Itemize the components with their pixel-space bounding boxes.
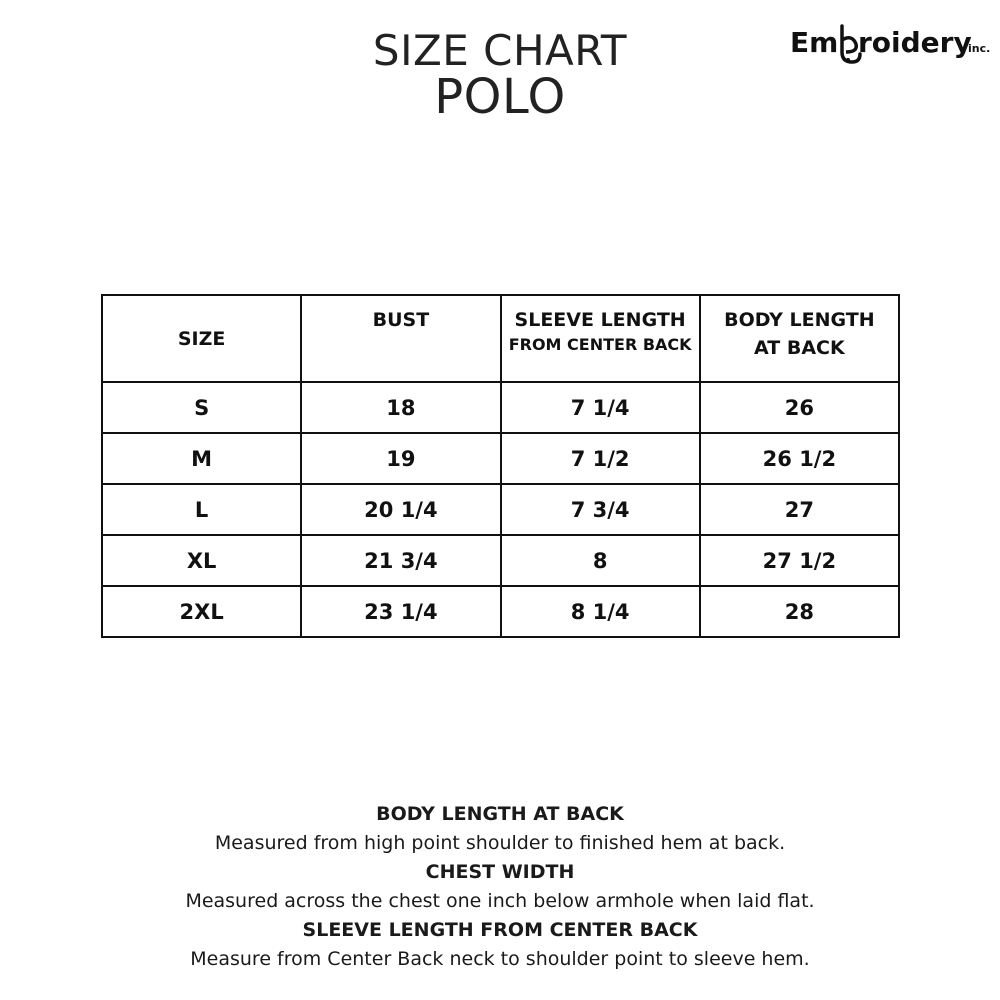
note-heading-body-length: BODY LENGTH AT BACK <box>376 803 624 825</box>
table-row <box>102 484 899 535</box>
cell-size: L <box>102 484 301 535</box>
header-label: SIZE <box>177 327 226 350</box>
note-text-body-length: Measured from high point shoulder to finished hem at back. <box>214 832 786 854</box>
cell-bust: 21 3/4 <box>301 535 500 586</box>
header-sublabel: AT BACK <box>754 337 845 359</box>
page-title: SIZE CHART <box>372 26 628 75</box>
table-row <box>102 433 899 484</box>
note-text-sleeve-length: Measure from Center Back neck to shoulder point to sleeve hem. <box>190 948 810 970</box>
header-body-length <box>700 295 899 382</box>
header-sleeve-length <box>501 295 700 382</box>
note-text-chest-width: Measured across the chest one inch below armhole when laid flat. <box>185 890 815 912</box>
header-label: BODY LENGTH <box>724 309 875 331</box>
cell-body-length: 27 1/2 <box>700 535 899 586</box>
brand-logo <box>790 22 990 72</box>
svg-text:roidery: roidery <box>858 26 972 59</box>
cell-body-length: 27 <box>700 484 899 535</box>
cell-size: M <box>102 433 301 484</box>
svg-text:inc.: inc. <box>968 42 990 55</box>
cell-bust: 20 1/4 <box>301 484 500 535</box>
table-row <box>102 586 899 637</box>
header-bust <box>301 295 500 382</box>
cell-size: S <box>102 382 301 433</box>
header-label: SLEEVE LENGTH <box>514 309 686 331</box>
table-row <box>102 535 899 586</box>
note-heading-sleeve-length: SLEEVE LENGTH FROM CENTER BACK <box>302 919 698 941</box>
cell-sleeve-length: 8 <box>501 535 700 586</box>
header-label: BUST <box>372 309 430 331</box>
svg-text:Em: Em <box>790 26 839 59</box>
size-chart-table <box>101 294 900 638</box>
cell-size: 2XL <box>102 586 301 637</box>
cell-size: XL <box>102 535 301 586</box>
header-sublabel: FROM CENTER BACK <box>508 335 692 354</box>
measurement-notes <box>0 800 1000 974</box>
cell-sleeve-length: 7 3/4 <box>501 484 700 535</box>
table-row <box>102 382 899 433</box>
table-header-row <box>102 295 899 382</box>
cell-body-length: 26 <box>700 382 899 433</box>
embroidery-logo-icon <box>790 22 990 72</box>
cell-sleeve-length: 8 1/4 <box>501 586 700 637</box>
cell-sleeve-length: 7 1/4 <box>501 382 700 433</box>
cell-body-length: 28 <box>700 586 899 637</box>
header-size <box>102 295 301 382</box>
cell-bust: 18 <box>301 382 500 433</box>
cell-body-length: 26 1/2 <box>700 433 899 484</box>
cell-sleeve-length: 7 1/2 <box>501 433 700 484</box>
page-subtitle: POLO <box>434 69 566 125</box>
note-heading-chest-width: CHEST WIDTH <box>425 861 575 883</box>
cell-bust: 23 1/4 <box>301 586 500 637</box>
cell-bust: 19 <box>301 433 500 484</box>
